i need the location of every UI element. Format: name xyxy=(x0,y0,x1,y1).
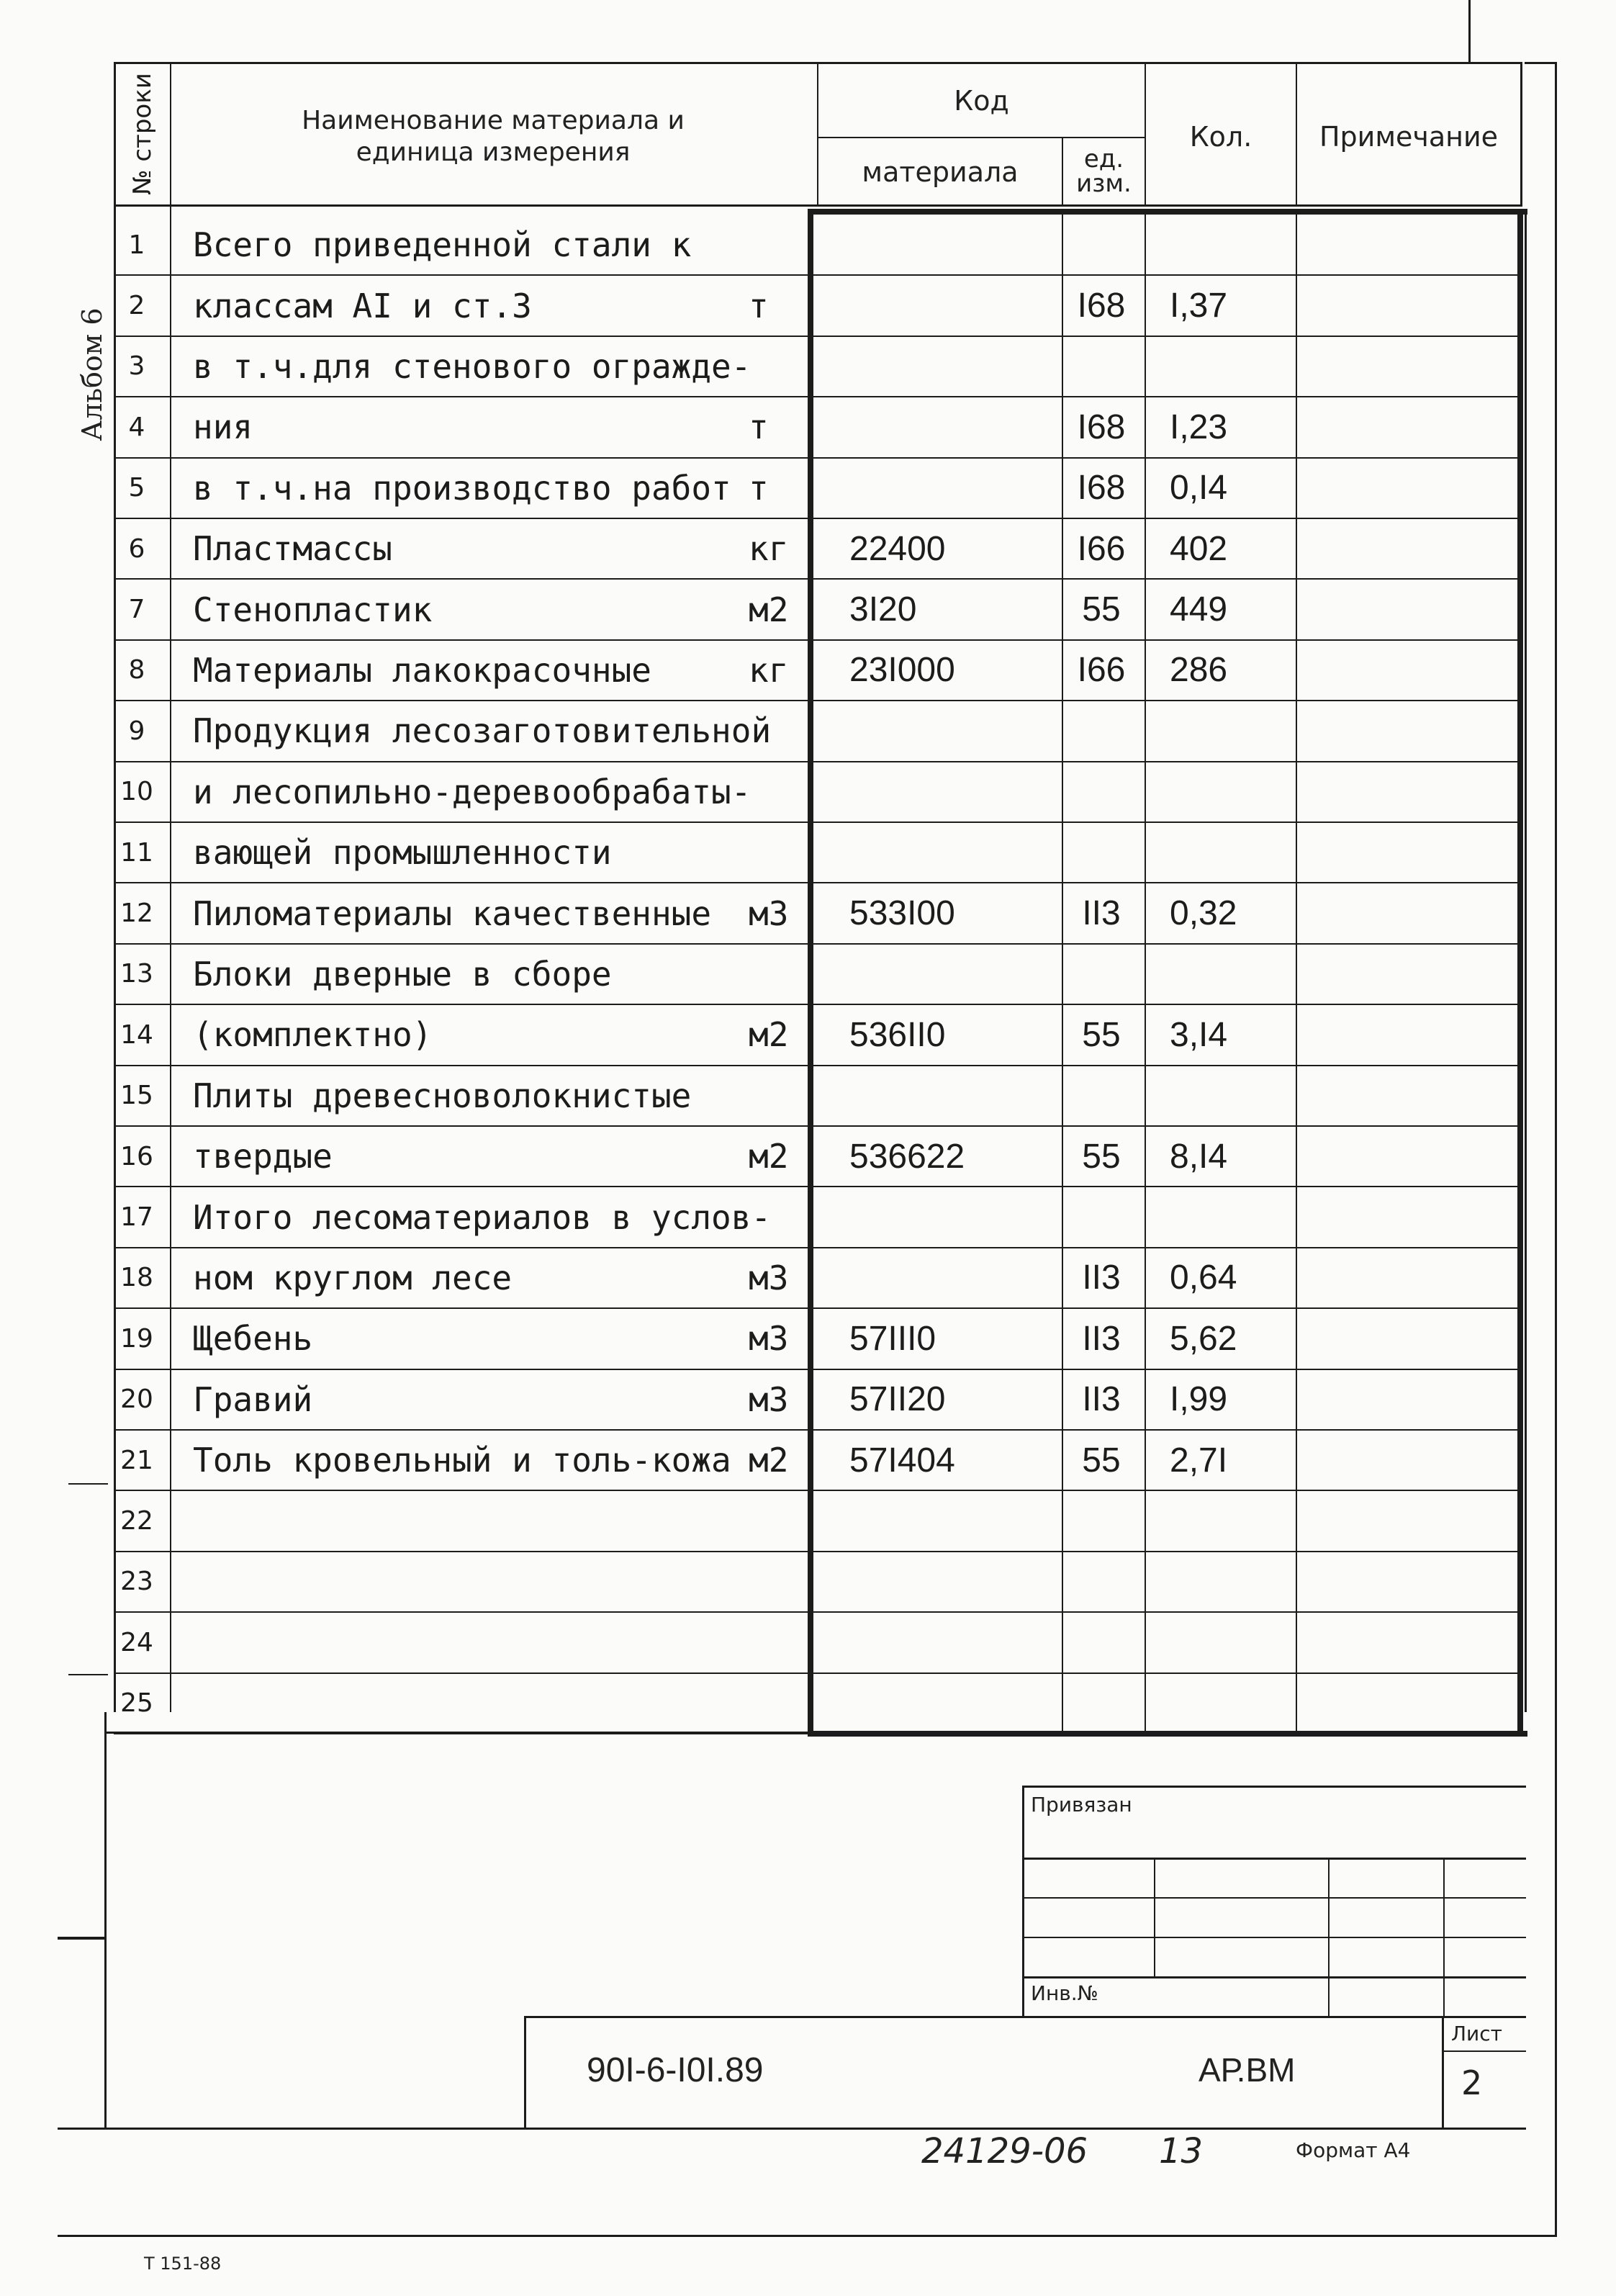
table-row xyxy=(0,1612,1616,1673)
quantity xyxy=(1170,1552,1299,1612)
table-row xyxy=(0,822,1616,883)
unit-code xyxy=(1062,1066,1141,1126)
quantity: 8,I4 xyxy=(1170,1137,1228,1176)
unit-code xyxy=(1062,1490,1141,1551)
unit-code: 55 xyxy=(1082,590,1121,629)
row-number: 3 xyxy=(128,351,145,382)
unit-code xyxy=(1062,336,1141,397)
material-name: и лесопильно-деревообрабаты- xyxy=(193,772,751,811)
row-number: 5 xyxy=(128,473,145,503)
quantity xyxy=(1170,701,1299,761)
unit-code: II3 xyxy=(1082,1259,1121,1297)
unit-of-measure: т xyxy=(749,286,769,325)
material-name: (комплектно) xyxy=(193,1015,433,1055)
material-code xyxy=(849,1612,1051,1673)
material-code: 57II20 xyxy=(849,1380,946,1419)
material-code xyxy=(849,458,1051,518)
material-name: Плиты древесноволокнистые xyxy=(193,1076,692,1115)
row-number: 1 xyxy=(128,230,145,260)
table-row xyxy=(0,336,1616,397)
material-name xyxy=(193,1612,769,1673)
table-row xyxy=(0,883,1616,943)
unit-of-measure: м2 xyxy=(749,1441,789,1480)
material-name: ном круглом лесе xyxy=(193,1258,513,1297)
quantity: 0,32 xyxy=(1170,894,1237,933)
material-code xyxy=(849,1187,1051,1247)
unit-code: 55 xyxy=(1082,1015,1121,1054)
unit-of-measure: т xyxy=(749,408,769,447)
unit-code xyxy=(1062,944,1141,1004)
header-code: Код xyxy=(954,85,1009,117)
unit-of-measure xyxy=(749,1552,813,1612)
material-name: Пиломатериалы качественные xyxy=(193,893,712,933)
quantity xyxy=(1170,822,1299,883)
unit-of-measure xyxy=(749,1612,813,1673)
material-code: 3I20 xyxy=(849,590,917,629)
row-number: 18 xyxy=(120,1263,153,1293)
unit-code: I68 xyxy=(1077,287,1126,325)
unit-of-measure xyxy=(749,1490,813,1551)
drawing-mark: АР.ВМ xyxy=(1199,2051,1296,2089)
quantity: I,37 xyxy=(1170,287,1228,325)
unit-of-measure: м3 xyxy=(749,1319,789,1359)
material-name xyxy=(193,1673,769,1734)
unit-code xyxy=(1062,762,1141,822)
material-code xyxy=(849,1066,1051,1126)
unit-of-measure xyxy=(749,1187,813,1247)
table-row xyxy=(0,1552,1616,1612)
quantity xyxy=(1170,1187,1299,1247)
material-code: 57III0 xyxy=(849,1319,936,1358)
material-code xyxy=(849,1490,1051,1551)
row-number: 21 xyxy=(120,1445,153,1475)
header-code-unit: ед. изм. xyxy=(1076,145,1132,198)
quantity xyxy=(1170,944,1299,1004)
unit-of-measure: м2 xyxy=(749,1015,789,1055)
linked-label: Привязан xyxy=(1031,1793,1132,1816)
row-number: 2 xyxy=(128,291,145,321)
table-row xyxy=(0,1126,1616,1187)
unit-of-measure xyxy=(749,1066,813,1126)
material-code xyxy=(849,215,1051,275)
table-row xyxy=(0,1066,1616,1126)
material-name: в т.ч.для стенового огражде- xyxy=(193,346,751,386)
material-code xyxy=(849,275,1051,336)
table-row xyxy=(0,518,1616,579)
table-row xyxy=(0,458,1616,518)
material-code xyxy=(849,822,1051,883)
table-row xyxy=(0,762,1616,822)
material-name: классам AI и ст.3 xyxy=(193,286,532,325)
row-number: 10 xyxy=(120,777,153,807)
unit-of-measure: т xyxy=(749,468,769,508)
unit-of-measure xyxy=(749,215,813,275)
row-number: 24 xyxy=(120,1627,153,1657)
material-name: Всего приведенной стали к xyxy=(193,225,692,265)
material-name: Толь кровельный и толь-кожа xyxy=(193,1441,731,1480)
unit-code xyxy=(1062,701,1141,761)
table-row xyxy=(0,1673,1616,1734)
material-name xyxy=(193,1552,769,1612)
unit-code: I66 xyxy=(1077,651,1126,690)
table-row xyxy=(0,640,1616,701)
row-number: 19 xyxy=(120,1323,153,1354)
material-name: вающей промышленности xyxy=(193,833,612,873)
table-row xyxy=(0,275,1616,336)
table-row xyxy=(0,1490,1616,1551)
quantity: 449 xyxy=(1170,590,1228,629)
material-code: 536II0 xyxy=(849,1015,946,1054)
material-name: в т.ч.на производство работ xyxy=(193,468,731,508)
unit-code: 55 xyxy=(1082,1137,1121,1176)
row-number: 9 xyxy=(128,716,145,746)
document-code: 90I-6-I0I.89 xyxy=(587,2051,764,2089)
material-name: Щебень xyxy=(193,1319,313,1359)
row-number: 4 xyxy=(128,412,145,442)
row-number: 22 xyxy=(120,1506,153,1536)
row-number: 8 xyxy=(128,655,145,685)
row-number: 13 xyxy=(120,959,153,989)
table-row xyxy=(0,215,1616,275)
unit-code xyxy=(1062,1187,1141,1247)
table-row xyxy=(0,1430,1616,1490)
quantity xyxy=(1170,762,1299,822)
unit-code: I68 xyxy=(1077,469,1126,508)
material-name: ния xyxy=(193,408,253,447)
material-name: Гравий xyxy=(193,1379,313,1419)
material-code xyxy=(849,397,1051,457)
table-row xyxy=(0,579,1616,639)
row-number: 16 xyxy=(120,1141,153,1171)
material-name: Материалы лакокрасочные xyxy=(193,650,651,690)
quantity: 286 xyxy=(1170,651,1228,690)
unit-code xyxy=(1062,215,1141,275)
unit-code xyxy=(1062,1673,1141,1734)
table-row xyxy=(0,1248,1616,1308)
form-code: Т 151-88 xyxy=(144,2254,222,2274)
unit-code: 55 xyxy=(1082,1441,1121,1480)
table-row xyxy=(0,944,1616,1004)
page-number: 13 xyxy=(1159,2131,1204,2171)
material-code xyxy=(849,701,1051,761)
material-code xyxy=(849,1552,1051,1612)
unit-of-measure: м3 xyxy=(749,1379,789,1419)
material-name: твердые xyxy=(193,1137,333,1176)
material-code xyxy=(849,1673,1051,1734)
row-number: 15 xyxy=(120,1081,153,1111)
material-code: 22400 xyxy=(849,529,946,568)
quantity xyxy=(1170,336,1299,397)
material-code xyxy=(849,762,1051,822)
table-row xyxy=(0,1308,1616,1369)
table-row xyxy=(0,397,1616,457)
material-name: Пластмассы xyxy=(193,529,392,569)
unit-code: I68 xyxy=(1077,408,1126,446)
table-row xyxy=(0,1187,1616,1247)
quantity: I,23 xyxy=(1170,408,1228,446)
unit-of-measure: кг xyxy=(749,650,789,690)
unit-of-measure xyxy=(749,701,813,761)
unit-code: II3 xyxy=(1082,1319,1121,1358)
quantity xyxy=(1170,1612,1299,1673)
unit-of-measure xyxy=(749,336,813,397)
album-label: Альбом 6 xyxy=(76,307,108,441)
unit-of-measure: м3 xyxy=(749,893,789,933)
material-name xyxy=(193,1490,769,1551)
unit-of-measure xyxy=(749,822,813,883)
unit-code: II3 xyxy=(1082,1380,1121,1419)
quantity xyxy=(1170,1673,1299,1734)
unit-code: I66 xyxy=(1077,529,1126,568)
material-code: 533I00 xyxy=(849,894,955,933)
quantity xyxy=(1170,1066,1299,1126)
unit-of-measure xyxy=(749,944,813,1004)
row-number: 23 xyxy=(120,1567,153,1597)
table-row xyxy=(0,701,1616,761)
table-row xyxy=(0,1369,1616,1430)
unit-of-measure: м2 xyxy=(749,590,789,629)
material-name: Блоки дверные в сборе xyxy=(193,954,612,994)
header-row-number: № строки xyxy=(128,73,157,195)
row-number: 25 xyxy=(120,1688,153,1719)
sheet-label: Лист xyxy=(1451,2022,1502,2045)
quantity xyxy=(1170,1490,1299,1551)
row-number: 17 xyxy=(120,1202,153,1233)
quantity xyxy=(1170,215,1299,275)
quantity: 5,62 xyxy=(1170,1319,1237,1358)
table-row xyxy=(0,1004,1616,1065)
row-number: 7 xyxy=(128,595,145,625)
inv-number-label: Инв.№ xyxy=(1031,1981,1098,2005)
material-code: 536622 xyxy=(849,1137,965,1176)
row-number: 14 xyxy=(120,1019,153,1050)
header-qty: Кол. xyxy=(1189,121,1252,153)
unit-code xyxy=(1062,822,1141,883)
unit-of-measure: кг xyxy=(749,529,789,569)
row-number: 20 xyxy=(120,1385,153,1415)
header-code-material: материала xyxy=(862,156,1019,188)
sheet-number: 2 xyxy=(1461,2063,1483,2102)
material-name: Продукция лесозаготовительной xyxy=(193,711,772,751)
material-code: 23I000 xyxy=(849,651,955,690)
quantity: 402 xyxy=(1170,529,1228,568)
material-name: Стенопластик xyxy=(193,590,433,629)
unit-code xyxy=(1062,1612,1141,1673)
format-label: Формат А4 xyxy=(1296,2138,1411,2162)
quantity: I,99 xyxy=(1170,1380,1228,1419)
archive-number: 24129-06 xyxy=(921,2131,1088,2171)
material-code xyxy=(849,944,1051,1004)
header-note: Примечание xyxy=(1319,121,1499,153)
row-number: 6 xyxy=(128,534,145,564)
unit-of-measure: м3 xyxy=(749,1258,789,1297)
unit-of-measure xyxy=(749,1673,813,1734)
material-code xyxy=(849,336,1051,397)
row-number: 12 xyxy=(120,899,153,929)
unit-code: II3 xyxy=(1082,894,1121,933)
unit-code xyxy=(1062,1552,1141,1612)
material-code xyxy=(849,1248,1051,1308)
material-name: Итого лесоматериалов в услов- xyxy=(193,1197,772,1237)
quantity: 0,64 xyxy=(1170,1259,1237,1297)
material-code: 57I404 xyxy=(849,1441,955,1480)
quantity: 2,7I xyxy=(1170,1441,1228,1480)
unit-of-measure: м2 xyxy=(749,1137,789,1176)
header-name: Наименование материала и единица измерения xyxy=(302,106,685,167)
row-number: 11 xyxy=(120,837,153,868)
quantity: 3,I4 xyxy=(1170,1015,1228,1054)
quantity: 0,I4 xyxy=(1170,469,1228,508)
unit-of-measure xyxy=(749,762,813,822)
